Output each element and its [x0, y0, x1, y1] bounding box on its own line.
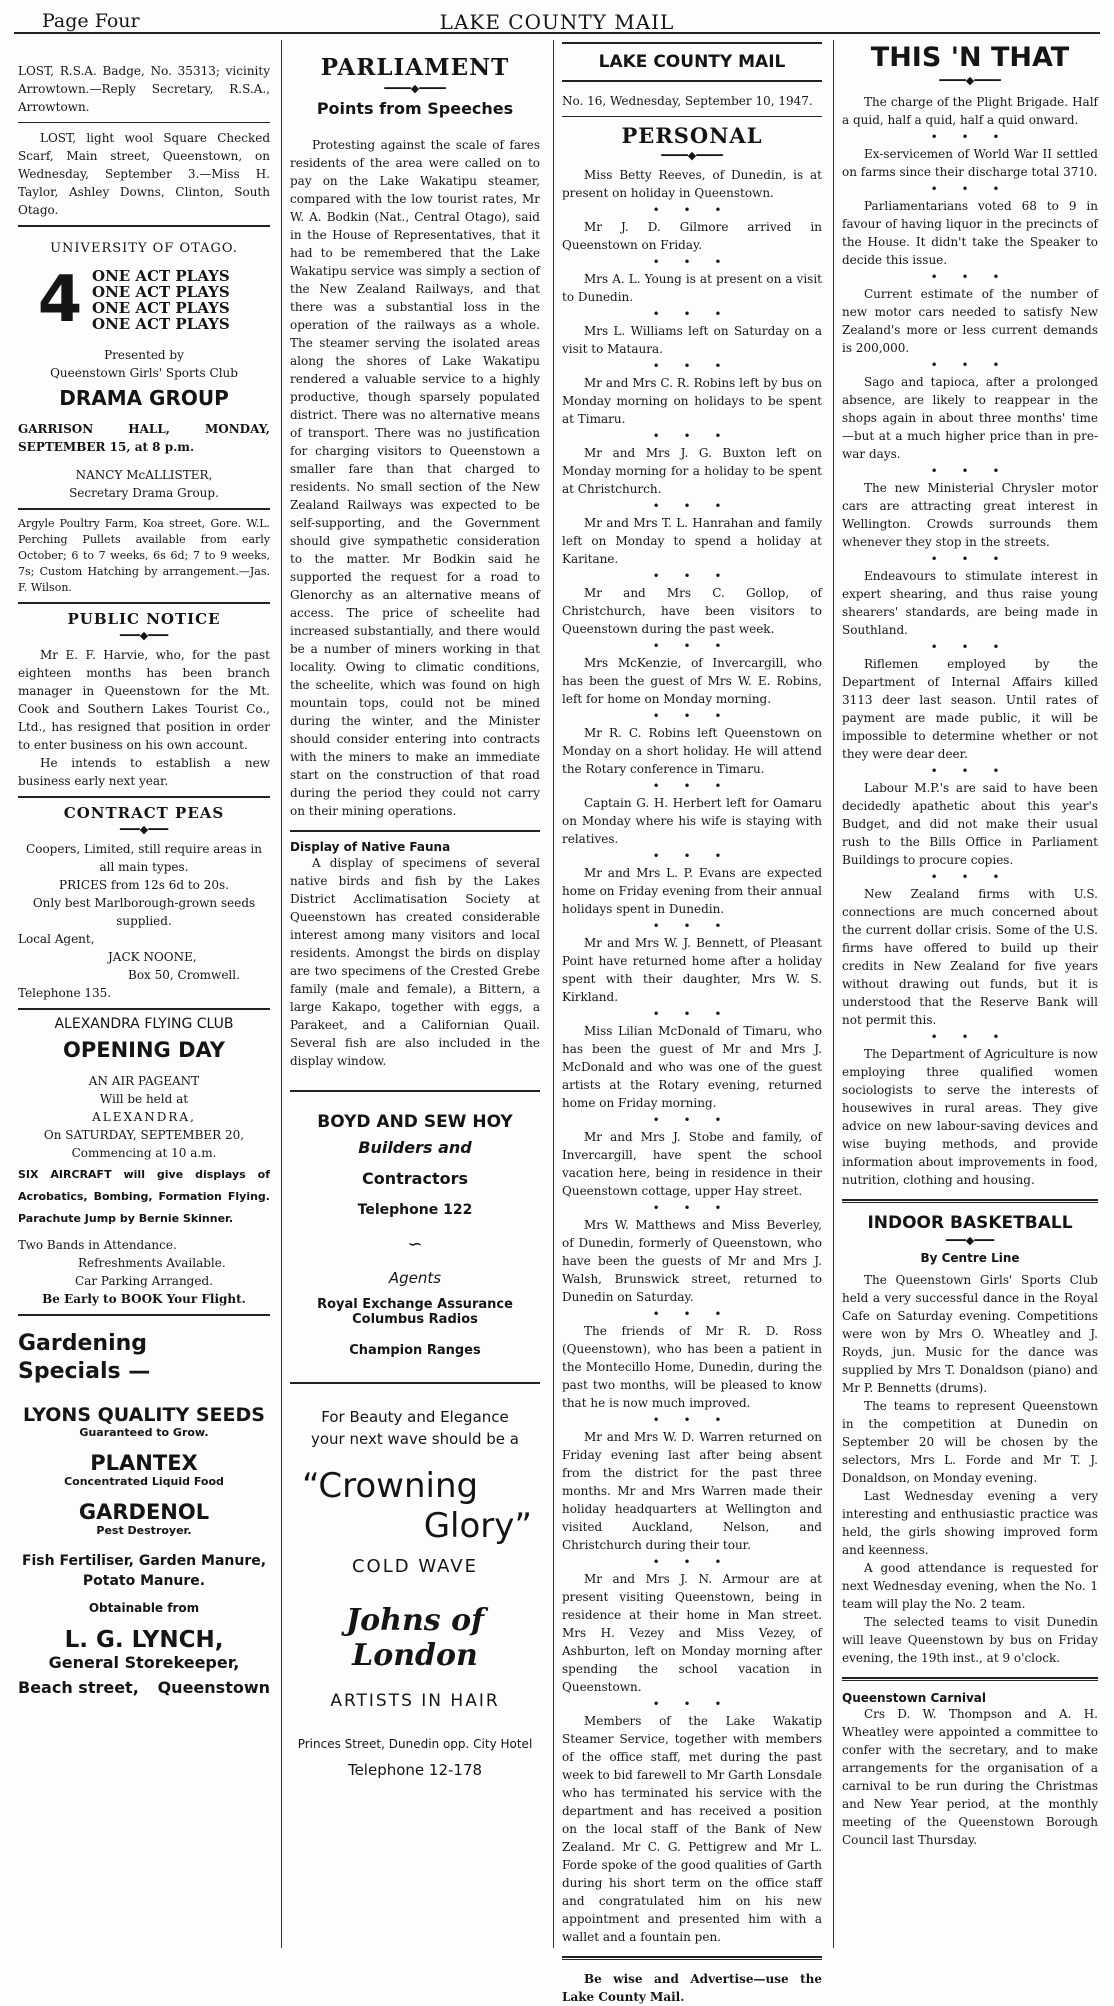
news-item: Mrs McKenzie, of Invercargill, who has been the guest of Mrs W. E. Robins, left for home on Monday morning. — [562, 656, 822, 706]
lost-badge-notice: LOST, R.S.A. Badge, No. 35313; vicinity Arrowtown.—Reply Secretary, R.S.A., Arrowtown. — [18, 64, 270, 114]
separator-dots: • • • — [930, 640, 1010, 654]
contract-peas-heading: CONTRACT PEAS — [63, 804, 225, 822]
parliament-subtitle: Points from Speeches — [316, 99, 514, 118]
separator-dots: • • • — [930, 1030, 1010, 1044]
divider-ornament: ━━━━◆━━━━ — [661, 149, 723, 162]
peas-prices: PRICES from 12s 6d to 20s. — [59, 878, 229, 892]
poultry-ad: Argyle Poultry Farm, Koa street, Gore. W.L. Perching Pullets available from early October; 6 to 7 weeks, 6s 6d; 7 to 9 weeks, 7s; Custom Hatching by arrangement.—Jas. F. Wilson. — [18, 517, 270, 594]
boyd-sew-hoy-ad — [290, 1090, 540, 1384]
personal-heading: PERSONAL — [621, 123, 763, 148]
boyd-builders: Builders and — [358, 1138, 472, 1157]
news-item: Mr and Mrs J. N. Armour are at present visiting Queenstown, being in residence at their home in Man street. Mrs H. Vezey and Miss Vezey, of Ashburton, left on Monday morning after spending the school vacation in Queenstown. — [562, 1572, 822, 1694]
artists-in-hair: ARTISTS IN HAIR — [330, 1691, 500, 1711]
lynch-address — [18, 1678, 270, 1697]
peas-agent-label: Local Agent, — [18, 932, 95, 946]
news-item: Sago and tapioca, after a prolonged absence, are likely to reappear in the shops again in about three months' time—but at a much higher price than in pre-war days. — [842, 375, 1098, 461]
peas-line: Coopers, Limited, still require areas in all main types. — [26, 842, 262, 874]
boyd-contractors: Contractors — [362, 1169, 468, 1188]
separator-dots: • • • — [652, 307, 732, 321]
divider-ornament: ━━━◆━━━ — [945, 1234, 995, 1247]
news-item: The teams to represent Queenstown in the competition at Dunedin on September 20 will be chosen by the selectors, Mrs L. Forde and Mr T. J. Donaldson, on Monday evening. — [842, 1399, 1098, 1485]
parliament-heading: PARLIAMENT — [320, 54, 510, 81]
flying-line: Refreshments Available. — [78, 1256, 226, 1270]
presented-by: Presented by — [104, 348, 184, 362]
column-1 — [18, 40, 270, 1948]
club-name: Queenstown Girls' Sports Club — [50, 366, 238, 380]
separator-dots: • • • — [930, 464, 1010, 478]
advertise-line: Be wise and Advertise—use the Lake County Mail. — [562, 1972, 822, 2004]
separator-dots: • • • — [930, 552, 1010, 566]
news-item: Miss Betty Reeves, of Dunedin, is at present on holiday in Queenstown. — [562, 168, 822, 200]
book-flight: Be Early to BOOK Your Flight. — [42, 1292, 246, 1306]
opening-day-heading: OPENING DAY — [63, 1038, 225, 1062]
glory-text: Glory” — [423, 1506, 532, 1546]
news-item: Mr R. C. Robins left Queenstown on Monday on a short holiday. He will attend the Rotary conference in Timaru. — [562, 726, 822, 776]
news-item: Mr and Mrs J. Stobe and family, of Invercargill, have spent the school vacation here, being in residence in their Queenstown cottage, upper Hay street. — [562, 1130, 822, 1198]
flying-line: Will be held at — [99, 1092, 189, 1106]
princes-street: Princes Street, Dunedin opp. City Hotel — [297, 1737, 533, 1751]
separator-dots: • • • — [652, 203, 732, 217]
plantex-tagline: Concentrated Liquid Food — [64, 1475, 224, 1488]
plays-line: ONE ACT PLAYS — [92, 315, 230, 333]
plays-line: ONE ACT PLAYS — [92, 267, 230, 285]
lynch-title: General Storekeeper, — [48, 1653, 240, 1672]
news-item: Mr and Mrs C. Gollop, of Christchurch, have been visitors to Queenstown during the past week. — [562, 586, 822, 636]
news-item: Ex-servicemen of World War II settled on farms since their discharge total 3710. — [842, 147, 1098, 179]
column-rule — [553, 40, 554, 1948]
separator-dots: • • • — [930, 764, 1010, 778]
plays-line: ONE ACT PLAYS — [92, 283, 230, 301]
separator-dots: • • • — [930, 358, 1010, 372]
personal-list — [562, 166, 822, 1946]
garrison-hall: GARRISON HALL, MONDAY, SEPTEMBER 15, at 8 p.m. — [18, 422, 270, 454]
news-item: Mr and Mrs J. G. Buxton left on Monday morning for a holiday to be spent at Christchurch. — [562, 446, 822, 496]
divider-ornament: ━━━━◆━━━━ — [384, 82, 446, 95]
parliament-article: Protesting against the scale of fares residents of the area were called on to pay on the Lake Wakatipu steamer, compared with the low tourist rates, Mr W. A. Bodkin (Nat., Central Otago), said in the House of Representatives, that it had to be remembered that the Lake Wakatipu service was simply a section of the New Zealand Railways, and that there was a substantial loss in the operation of the railways as a whole. The steamer serving the isolated areas along the shores of Lake Wakatipu rendered a valuable service to a highly productive, though sparsely populated district. There was no alternative means of transport. There was no justification for charging visitors to Queenstown a smaller fare than that charged to residents. No small section of the New Zealand Railways was expected to be self-supporting, and the Government should give sympathetic consideration to the matter. Mr Bodkin said he supported the request for a road to Glenorchy as an alternative means of access. The price of scheelite had increased substantially, and there would be a number of miners working in that locality. Owing to climatic conditions, the scheelite, which was found on high mountain tops, could not be mined during the winter, and the Minister should consider entering into contracts with the miners to make an immediate start on the construction of that road during the period they could not carry on their mining operations. — [290, 138, 540, 818]
separator-dots: • • • — [652, 1697, 732, 1711]
divider-ornament: ━━━◆━━━ — [119, 823, 169, 836]
separator-dots: • • • — [930, 870, 1010, 884]
news-item: A good attendance is requested for next Wednesday evening, when the No. 1 team will play the No. 2 team. — [842, 1561, 1098, 1611]
aircraft-displays: SIX AIRCRAFT will give displays of Acrobatics, Bombing, Formation Flying. Parachute Jump by Bernie Skinner. — [18, 1168, 270, 1225]
separator-dots: • • • — [930, 270, 1010, 284]
johns-of-london: Johns of London — [345, 1603, 485, 1673]
page-number: Page Four — [42, 10, 140, 32]
news-item: Mrs W. Matthews and Miss Beverley, of Dunedin, formerly of Queenstown, who have been the guests of Mr and Mrs J. Walsh, Brunswick street, returned to Dunedin on Saturday. — [562, 1218, 822, 1304]
peas-line: Only best Marlborough-grown seeds supplied. — [32, 896, 256, 928]
news-item: Endeavours to stimulate interest in expert shearing, and thus raise young shearers' standards, are being made in Southland. — [842, 569, 1098, 637]
separator-dots: • • • — [652, 1007, 732, 1021]
column-2 — [290, 40, 540, 1948]
secretary-name: NANCY McALLISTER, — [75, 468, 213, 482]
news-item: Mr J. D. Gilmore arrived in Queenstown on Friday. — [562, 220, 822, 252]
boyd-telephone: Telephone 122 — [357, 1202, 473, 1218]
separator-dots: • • • — [652, 1307, 732, 1321]
separator-dots: • • • — [652, 919, 732, 933]
news-item: Mr and Mrs W. J. Bennett, of Pleasant Point have returned home after a holiday spent with their daughter, Mrs W. S. Kirkland. — [562, 936, 822, 1004]
ornament-icon: ∽ — [407, 1234, 423, 1255]
separator-dots: • • • — [652, 709, 732, 723]
lynch-street: Beach street, — [18, 1678, 139, 1697]
fauna-heading: Display of Native Fauna — [290, 840, 451, 854]
news-item: Labour M.P.'s are said to have been decidedly apathetic about this year's Budget, and did not make their usual rush to the Bills Office in Parliament Buildings to procure copies. — [842, 781, 1098, 867]
news-item: Members of the Lake Wakatip Steamer Service, together with members of the office staff, met during the past week to bid farewell to Mr Garth Lonsdale who has terminated his service with the department and has received a position on the local staff of the Bank of New Zealand. Mr C. G. Pettigrew and Mr L. Forde spoke of the good qualities of Garth during his short term on the office staff and congratulated him on his new appointment and presented him with a wallet and a fountain pen. — [562, 1714, 822, 1944]
paper-title: LAKE COUNTY MAIL — [439, 10, 675, 34]
lost-scarf-notice: LOST, light wool Square Checked Scarf, Main street, Queenstown, on Wednesday, September 3.—Miss H. Taylor, Ashley Downs, Clinton, South Otago. — [18, 131, 270, 217]
news-item: The Queenstown Girls' Sports Club held a very successful dance in the Royal Cafe on Saturday evening. Competitions were won by Mrs O. Wheatley and J. Royds, jun. Music for the dance was supplied by Mrs T. Donaldson (piano) and Mr P. Bennetts (drums). — [842, 1273, 1098, 1395]
flying-line: Car Parking Arranged. — [75, 1274, 213, 1288]
news-item: Miss Lilian McDonald of Timaru, who has been the guest of Mr and Mrs J. McDonald and who was one of the guest artists at the Rotary evening, returned home on Friday morning. — [562, 1024, 822, 1110]
news-item: New Zealand firms with U.S. connections are much concerned about the current dollar crisis. Some of the U.S. firms have offered to build up their credits in New Zealand for five years without drawing out funds, but it is understood that the Reserve Bank will not permit this. — [842, 887, 1098, 1027]
basketball-heading: INDOOR BASKETBALL — [867, 1213, 1073, 1233]
separator-dots: • • • — [652, 1555, 732, 1569]
issue-line: No. 16, Wednesday, September 10, 1947. — [562, 94, 813, 108]
divider-ornament: ━━━━◆━━━━ — [939, 74, 1001, 87]
paper-name: LAKE COUNTY MAIL — [598, 52, 786, 72]
column-rule — [281, 40, 282, 1948]
johns-of-london-ad — [290, 1408, 540, 1779]
news-item: Mr and Mrs T. L. Hanrahan and family left on Monday to spend a holiday at Karitane. — [562, 516, 822, 566]
column-4 — [842, 40, 1098, 1948]
plays-line: ONE ACT PLAYS — [92, 299, 230, 317]
lyons-seeds: LYONS QUALITY SEEDS — [23, 1404, 265, 1426]
air-pageant: AN AIR PAGEANT — [88, 1074, 200, 1088]
separator-dots: • • • — [652, 1413, 732, 1427]
separator-dots: • • • — [652, 849, 732, 863]
plays-number: 4 — [37, 263, 83, 337]
public-notice-body: Mr E. F. Harvie, who, for the past eighteen months has been branch manager in Queenstown for the Mt. Cook and Southern Lakes Tourist Co., Ltd., has resigned that position in order to enter business on his own account. — [18, 648, 270, 752]
secretary-title: Secretary Drama Group. — [69, 486, 219, 500]
hair-telephone: Telephone 12-178 — [347, 1761, 483, 1779]
news-item: Last Wednesday evening a very interesting and enthusiastic practice was held, the girls showing improved form and keenness. — [842, 1489, 1098, 1557]
news-item: Mrs A. L. Young is at present on a visit to Dunedin. — [562, 272, 822, 304]
basketball-article — [842, 1271, 1098, 1667]
peas-agent-name: JACK NOONE, — [108, 950, 197, 964]
flying-line: Two Bands in Attendance. — [18, 1238, 177, 1252]
this-n-that-list — [842, 93, 1098, 1189]
basketball-byline: By Centre Line — [920, 1251, 1020, 1265]
news-item: Captain G. H. Herbert left for Oamaru on Monday where his wife is staying with relatives. — [562, 796, 822, 846]
crowning-text: “Crowning — [302, 1466, 479, 1506]
plays-block — [36, 263, 270, 337]
separator-dots: • • • — [652, 1113, 732, 1127]
agent-columbus: Columbus Radios — [352, 1312, 478, 1327]
agents-label: Agents — [388, 1269, 442, 1287]
column-rule — [833, 40, 834, 1948]
peas-agent-box: Box 50, Cromwell. — [128, 968, 240, 982]
university-heading: UNIVERSITY OF OTAGO. — [50, 241, 238, 256]
hair-line-2: your next wave should be a — [310, 1430, 519, 1448]
peas-telephone: Telephone 135. — [18, 986, 112, 1000]
flying-club-heading: ALEXANDRA FLYING CLUB — [54, 1016, 234, 1032]
separator-dots: • • • — [652, 359, 732, 373]
this-n-that-heading: THIS 'N THAT — [870, 42, 1070, 73]
news-item: Mrs L. Williams left on Saturday on a visit to Mataura. — [562, 324, 822, 356]
news-item: The charge of the Plight Brigade. Half a quid, half a quid, half a quid onward. — [842, 95, 1098, 127]
plantex: PLANTEX — [90, 1451, 198, 1475]
gardenol-tagline: Pest Destroyer. — [96, 1524, 192, 1537]
carnival-heading: Queenstown Carnival — [842, 1691, 987, 1705]
public-notice-heading: PUBLIC NOTICE — [67, 610, 221, 628]
gardenol: GARDENOL — [78, 1500, 210, 1524]
boyd-name: BOYD AND SEW HOY — [317, 1112, 513, 1132]
agent-champion: Champion Ranges — [349, 1343, 481, 1358]
flying-location: ALEXANDRA, — [92, 1110, 196, 1124]
lynch-town: Queenstown — [157, 1678, 270, 1697]
drama-group-heading: DRAMA GROUP — [59, 386, 229, 410]
separator-dots: • • • — [930, 182, 1010, 196]
news-item: Current estimate of the number of new motor cars needed to satisfy New Zealand's more or less current demands is 200,000. — [842, 287, 1098, 355]
news-item: Parliamentarians voted 68 to 9 in favour of having liquor in the precincts of the House. It didn't take the Speaker to decide this issue. — [842, 199, 1098, 267]
fauna-article: A display of specimens of several native birds and fish by the Lakes District Acclimatisation Society at Queenstown has created considerable interest among many visitors and local residents. Amongst the birds on display are two specimens of the Crested Grebe family (male and female), a Bittern, a large Kakapo, together with eggs, a Parakeet, and a Californian Quail. Several fish are also included in the display window. — [290, 856, 540, 1068]
separator-dots: • • • — [652, 569, 732, 583]
separator-dots: • • • — [930, 130, 1010, 144]
separator-dots: • • • — [652, 429, 732, 443]
specials-heading: Specials — — [18, 1359, 151, 1384]
news-item: The new Ministerial Chrysler motor cars are attracting great interest in Wellington. Crowds surrounds them whenever they stop in the streets. — [842, 481, 1098, 549]
fertiliser-list: Fish Fertiliser, Garden Manure, Potato Manure. — [21, 1553, 267, 1589]
separator-dots: • • • — [652, 639, 732, 653]
column-3 — [562, 40, 822, 2004]
separator-dots: • • • — [652, 255, 732, 269]
obtainable-from: Obtainable from — [88, 1601, 200, 1615]
public-notice-body-2: He intends to establish a new business early next year. — [18, 756, 270, 788]
lyons-tagline: Guaranteed to Grow. — [79, 1426, 209, 1439]
separator-dots: • • • — [652, 1201, 732, 1215]
news-item: Riflemen employed by the Department of Internal Affairs killed 3113 deer last season. Until rates of payment are made public, it will be impossible to determine whether or not they were dear deer. — [842, 657, 1098, 761]
hair-line-1: For Beauty and Elegance — [321, 1408, 509, 1426]
agent-royal-exchange: Royal Exchange Assurance — [317, 1297, 513, 1312]
masthead — [14, 4, 1100, 34]
news-item: Mr and Mrs C. R. Robins left by bus on Monday morning on holidays to be spent at Timaru. — [562, 376, 822, 426]
lynch-name: L. G. LYNCH, — [64, 1627, 224, 1653]
flying-date: On SATURDAY, SEPTEMBER 20, — [43, 1128, 245, 1142]
cold-wave: COLD WAVE — [351, 1556, 478, 1577]
gardening-heading: Gardening — [18, 1331, 148, 1356]
news-item: The friends of Mr R. D. Ross (Queenstown), who has been a patient in the Montecillo Home, Dunedin, during the past two months, will be pleased to know that he is now much improved. — [562, 1324, 822, 1410]
news-item: Mr and Mrs W. D. Warren returned on Friday evening last after being absent from the district for the past three months. Mr and Mrs Warren made their holiday headquarters at Wellington and visited Auckland, Nelson, and Christchurch during their tour. — [562, 1430, 822, 1552]
news-item: Mr and Mrs L. P. Evans are expected home on Friday evening from their annual holidays spent in Dunedin. — [562, 866, 822, 916]
news-item: The selected teams to visit Dunedin will leave Queenstown by bus on Friday evening, the 19th inst., at 9 o'clock. — [842, 1615, 1098, 1665]
separator-dots: • • • — [652, 779, 732, 793]
divider-ornament: ━━━◆━━━ — [119, 629, 169, 642]
carnival-article: Crs D. W. Thompson and A. H. Wheatley were appointed a committee to confer with the secretary, and to make arrangements for the organisation of a carnival to be run during the Christmas and New Year period, at the monthly meeting of the Queenstown Borough Council last Thursday. — [842, 1707, 1098, 1847]
flying-time: Commencing at 10 a.m. — [71, 1146, 217, 1160]
news-item: The Department of Agriculture is now employing three qualified women sociologists to serve the interests of housewives in rural areas. They give advice on new labour-saving devices and wise buying methods, and provide information about improvements in food, nutrition, clothing and housing. — [842, 1047, 1098, 1187]
separator-dots: • • • — [652, 499, 732, 513]
